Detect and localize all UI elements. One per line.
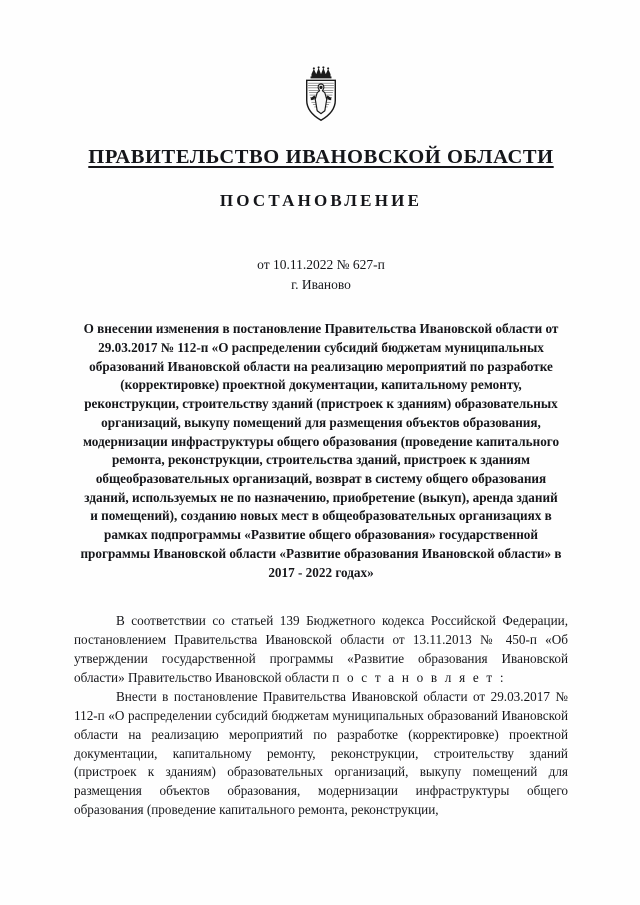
paragraph-2: Внести в постановление Правительства Ивановской области от 29.03.2017 № 112-п «О распределении субсидий бюджетам муниципальных образований Ивановской области на реализацию мероприятий по разработке (корректировке) проектной документации, капитальному ремонту, реконструкции, строительству зданий (пристроек к зданиям) образовательных организаций, выкупу помещений для размещения объектов образования, модернизации инфраструктуры общего образования (проведение капитального ремонта, реконструкции, (74, 688, 568, 818)
ivanovo-oblast-coat-of-arms-icon (292, 66, 350, 126)
document-body (74, 612, 568, 820)
document-date-number: от 10.11.2022 № 627-п (257, 257, 385, 272)
document-subject: О внесении изменения в постановление Правительства Ивановской области от 29.03.2017 № 112-п «О распределении субсидий бюджетам муниципальных образований Ивановской области на реализацию мероприятий по разработке (корректировке) проектной документации, капитальному ремонту, реконструкции, строительству зданий (пристроек к зданиям) образовательных организаций, выкупу помещений для размещения объектов образования, модернизации инфраструктуры общего образования (проведение капитального ремонта, реконструкции, строительства зданий, пристроек к зданиям общеобразовательных организаций, возврат в систему общего образования зданий, используемых не по назначению, приобретение (выкуп), аренда зданий и помещений), созданию новых мест в общеобразовательных организациях в рамках подпрограммы «Развитие общего образования» государственной программы Ивановской области «Развитие образования Ивановской области» в 2017 - 2022 годах» (80, 321, 562, 580)
document-type-title: ПОСТАНОВЛЕНИЕ (219, 191, 423, 210)
paragraph-1-text: В соответствии со статьей 139 Бюджетного кодекса Российской Федерации, постановлением Правительства Ивановской области от 13.11.2013 № 450-п «Об утверждении государственной программы «Развитие образования Ивановской области» Правительство Ивановской области (74, 613, 568, 686)
paragraph-1-resolves: п о с т а н о в л я е т : (332, 670, 506, 686)
paragraph-1 (74, 612, 568, 688)
organization-title: ПРАВИТЕЛЬСТВО ИВАНОВСКОЙ ОБЛАСТИ (88, 146, 554, 168)
document-meta (74, 255, 568, 294)
document-city: г. Иваново (291, 276, 351, 292)
emblem-container (74, 66, 568, 128)
